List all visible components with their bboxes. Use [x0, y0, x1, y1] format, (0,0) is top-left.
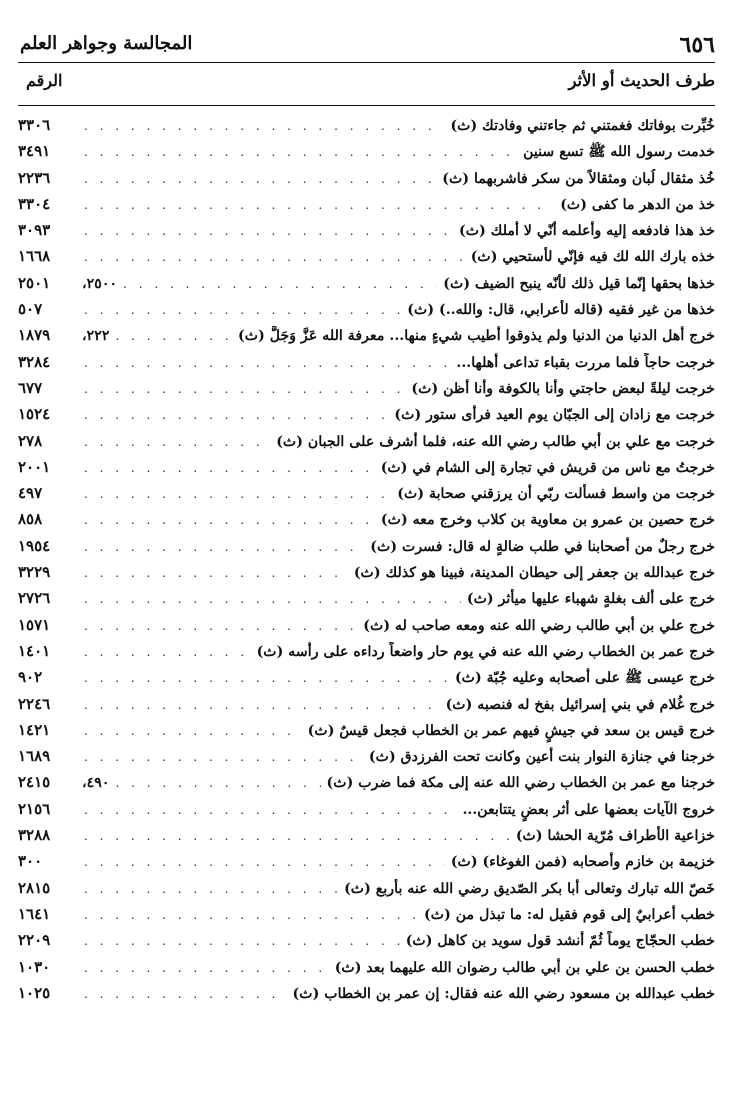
- dot-leader: [84, 303, 401, 317]
- column-headers: [18, 63, 715, 106]
- dot-leader: [84, 461, 375, 475]
- book-title: المجالسة وجواهر العلم: [20, 33, 193, 54]
- dot-leader: [84, 645, 251, 659]
- entry-text: خطب عبدالله بن مسعود رضي الله عنه فقال: إن عمر بن الخطاب (ث): [292, 985, 715, 1002]
- dot-leader: [84, 592, 461, 606]
- reference-number: ١٤٠١: [18, 641, 51, 660]
- index-entry-row: [18, 773, 715, 799]
- reference-number: ٢٧٨: [18, 431, 43, 450]
- entry-text: خروج الآيات بعضها على أثر بعضٍ يتتابعن...: [462, 801, 715, 818]
- index-entry-row: [18, 958, 715, 984]
- entry-column-header: طرف الحديث أو الأثر: [568, 71, 715, 90]
- number-column-header: الرقم: [26, 71, 63, 90]
- dot-leader: [84, 172, 436, 186]
- reference-number: ٣٢٨٤: [18, 352, 51, 371]
- reference-number: ٢٤١٥: [18, 773, 51, 792]
- entry-text: خُبِّرت بوفاتك فغمتني ثم جاءتني وفادتك (ث): [450, 118, 715, 134]
- index-entry-row: [18, 169, 715, 195]
- entry-text: خطب الحسن بن علي بن أبي طالب رضوان الله عليهما بعد (ث): [334, 959, 715, 976]
- entry-text: خرج قيس بن سعد في جيشٍ فيهم عمر بن الخطاب فجعل قيسٌ (ث): [307, 722, 715, 739]
- reference-number: ٢٨١٥: [18, 878, 51, 897]
- index-entry-row: [18, 432, 715, 458]
- entry-text: خرجنا في جنازة النوار بنت أعين وكانت تحت الفرزدق (ث): [368, 749, 715, 766]
- dot-leader: [84, 408, 388, 422]
- reference-number: ٨٥٨: [18, 510, 43, 529]
- dot-leader: [84, 671, 449, 685]
- additional-reference-number: ٢٢٢،: [82, 328, 110, 345]
- entry-text: خرجنا مع عمر بن الخطاب رضي الله عنه إلى مكة فما ضرب (ث): [326, 775, 715, 792]
- reference-number: ٣٣٠٦: [18, 116, 51, 134]
- entry-text: خرج عمر بن الخطاب رضي الله عنه في يوم حار واضعاً رداءه على رأسه (ث): [256, 643, 715, 660]
- dot-leader: [84, 724, 302, 738]
- entry-text: خرجت حاجاً فلما مررت بقباء تداعى أهلها...: [456, 354, 715, 371]
- index-entry-row: [18, 668, 715, 694]
- reference-number: ٢٥٠١: [18, 273, 51, 292]
- dot-leader: [84, 145, 517, 159]
- index-entry-row: [18, 379, 715, 405]
- entry-text: خَصّ الله تبارك وتعالى أبا بكر الصّديق رضي الله عنه بأربع (ث): [344, 880, 715, 897]
- dot-leader: [123, 277, 437, 291]
- index-entry-row: [18, 537, 715, 563]
- index-entry-row: [18, 984, 715, 1010]
- reference-number: ٣٢٢٩: [18, 563, 51, 582]
- dot-leader: [84, 540, 364, 554]
- entry-text: خرج غُلام في بني إسرائيل بفخ له فنصبه (ث): [445, 696, 715, 713]
- dot-leader: [84, 855, 445, 869]
- dot-leader: [84, 803, 456, 817]
- reference-number: ١٦٦٨: [18, 247, 51, 266]
- reference-number: ١٠٣٠: [18, 957, 51, 976]
- dot-leader: [84, 882, 338, 896]
- dot-leader: [115, 776, 320, 790]
- entry-text: خزاعية الأطراف مُرّية الحشا (ث): [515, 828, 715, 845]
- entry-text: خرجت مع زادان إلى الجبّان يوم العيد فرأى ستور (ث): [394, 407, 715, 424]
- index-entry-row: [18, 852, 715, 878]
- entry-text: خذها بحقها إنّما قيل ذلك لأنّه ينبح الضيف (ث): [443, 275, 715, 292]
- running-head: [18, 28, 715, 63]
- dot-leader: [84, 566, 348, 580]
- reference-number: ١٨٧٩: [18, 326, 51, 345]
- entry-text: خطب أعرابيٌ إلى قوم فقيل له: ما تبذل من (ث): [424, 906, 715, 923]
- entry-text: خرج على ألف بغلةٍ شهباء عليها ميأثر (ث): [466, 591, 715, 608]
- dot-leader: [84, 250, 465, 264]
- reference-number: ٥٠٧: [18, 300, 43, 319]
- entry-text: خُذ مثقال لُبان ومثقالاً من سكر فاشربهما (ث): [442, 170, 715, 187]
- dot-leader: [84, 698, 440, 712]
- index-entry-row: [18, 563, 715, 589]
- index-entry-row: [18, 116, 715, 142]
- reference-number: ٢٢٣٦: [18, 168, 51, 187]
- index-entry-row: [18, 326, 715, 352]
- dot-leader: [84, 750, 363, 764]
- dot-leader: [84, 224, 453, 238]
- index-page: [18, 28, 715, 1096]
- index-entry-row: [18, 353, 715, 379]
- reference-number: ١٥٧١: [18, 615, 51, 634]
- entry-text: خذ هذا فادفعه إليه وأعلمه أنّي لا أملك (ث): [459, 223, 715, 240]
- index-entry-row: [18, 589, 715, 615]
- reference-number: ٢٢٠٩: [18, 931, 51, 950]
- reference-number: ١٦٤١: [18, 904, 51, 923]
- index-entry-row: [18, 721, 715, 747]
- index-entry-row: [18, 195, 715, 221]
- entry-text: خرجت مع علي بن أبي طالب رضي الله عنه، فلما أشرف على الجبان (ث): [276, 433, 715, 450]
- reference-number: ٢١٥٦: [18, 799, 51, 818]
- reference-number: ١٩٥٤: [18, 536, 51, 555]
- reference-number: ١٤٢١: [18, 720, 51, 739]
- index-entry-row: [18, 510, 715, 536]
- reference-number: ١٥٢٤: [18, 405, 51, 424]
- entry-text: خطب الحجّاج يوماً ثُمّ أنشد قول سويد بن كاهل (ث): [405, 933, 715, 950]
- reference-number: ٣٣٠٤: [18, 194, 51, 213]
- entry-text: خرج حصين بن عمرو بن معاوية بن كلاب وخرج معه (ث): [380, 512, 715, 529]
- entry-text: خذه بارك الله لك فيه فإنّي لأستحيي (ث): [470, 249, 715, 266]
- entry-text: خرج عيسى ﷺ على أصحابه وعليه جُبّة (ث): [454, 670, 715, 687]
- additional-reference-number: ٤٩٠،: [82, 775, 110, 792]
- reference-number: ٣٠٠: [18, 852, 43, 871]
- index-entry-row: [18, 142, 715, 168]
- index-list: [18, 106, 715, 1010]
- entry-text: خرج علي بن أبي طالب رضي الله عنه ومعه صاحب له (ث): [363, 617, 715, 634]
- reference-number: ٣٠٩٣: [18, 221, 51, 240]
- entry-text: خرج أهل الدنيا من الدنيا ولم يذوقوا أطيب شيءٍ منها... معرفة الله عَزَّ وَجَلَّ (ث): [238, 328, 715, 345]
- index-entry-row: [18, 458, 715, 484]
- reference-number: ٢٢٤٦: [18, 694, 51, 713]
- index-entry-row: [18, 405, 715, 431]
- reference-number: ٢٧٢٦: [18, 589, 51, 608]
- entry-text: خدمت رسول الله ﷺ تسع سنين: [523, 144, 715, 161]
- entry-text: خذها من غير فقيه (قاله لأعرابي، قال: والله..) (ث): [407, 302, 715, 319]
- index-entry-row: [18, 616, 715, 642]
- entry-text: خرجتُ مع ناس من قريش في تجارة إلى الشام في (ث): [380, 459, 715, 476]
- reference-number: ١٦٨٩: [18, 747, 51, 766]
- page-number: ٦٥٦: [679, 32, 715, 58]
- index-entry-row: [18, 300, 715, 326]
- dot-leader: [84, 619, 357, 633]
- index-entry-row: [18, 747, 715, 773]
- dot-leader: [84, 119, 444, 133]
- dot-leader: [84, 356, 450, 370]
- dot-leader: [84, 829, 510, 843]
- reference-number: ٣٤٩١: [18, 142, 51, 161]
- index-entry-row: [18, 695, 715, 721]
- dot-leader: [84, 961, 329, 975]
- entry-text: خرجت من واسط فسألت ربّي أن يرزقني صحابة (ث): [397, 486, 715, 503]
- entry-text: خرج عبدالله بن جعفر إلى حيطان المدينة، فبينا هو كذلك (ث): [353, 565, 715, 582]
- dot-leader: [84, 487, 391, 501]
- dot-leader: [84, 198, 554, 212]
- dot-leader: [84, 908, 418, 922]
- reference-number: ٤٩٧: [18, 484, 43, 503]
- index-entry-row: [18, 826, 715, 852]
- index-entry-row: [18, 800, 715, 826]
- reference-number: ٩٠٢: [18, 668, 43, 687]
- dot-leader: [84, 934, 400, 948]
- dot-leader: [84, 382, 405, 396]
- index-entry-row: [18, 274, 715, 300]
- entry-text: خزيمة بن خازم وأصحابه (فمن الغوغاء) (ث): [450, 854, 715, 871]
- dot-leader: [84, 987, 287, 1001]
- dot-leader: [84, 435, 270, 449]
- entry-text: خذ من الدهر ما كفى (ث): [560, 196, 715, 213]
- entry-text: خرجت ليلةً لبعض حاجتي وأنا بالكوفة وأنا أظن (ث): [411, 380, 715, 397]
- index-entry-row: [18, 879, 715, 905]
- reference-number: ٢٠٠١: [18, 457, 51, 476]
- index-entry-row: [18, 642, 715, 668]
- index-entry-row: [18, 221, 715, 247]
- additional-reference-number: ٢٥٠٠،: [82, 275, 118, 292]
- reference-number: ٣٢٨٨: [18, 826, 51, 845]
- index-entry-row: [18, 931, 715, 957]
- index-entry-row: [18, 905, 715, 931]
- index-entry-row: [18, 247, 715, 273]
- reference-number: ٦٧٧: [18, 378, 43, 397]
- entry-text: خرج رجلٌ من أصحابنا في طلب ضالةٍ له قال: فسرت (ث): [370, 538, 715, 555]
- dot-leader: [115, 329, 232, 343]
- dot-leader: [84, 513, 375, 527]
- index-entry-row: [18, 484, 715, 510]
- reference-number: ١٠٢٥: [18, 983, 51, 1002]
